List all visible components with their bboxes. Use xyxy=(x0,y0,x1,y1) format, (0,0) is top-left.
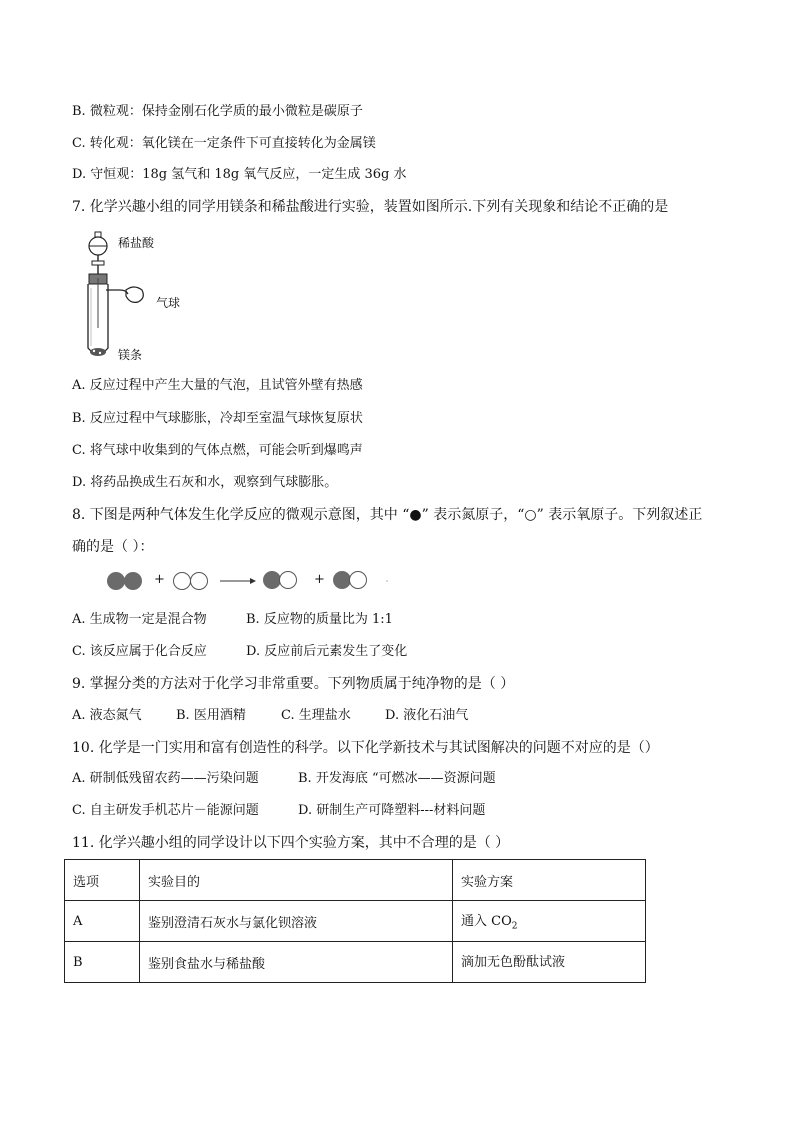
q9-options-row xyxy=(72,707,468,725)
q7-title: 7. 化学兴趣小组的同学用镁条和稀盐酸进行实验，装置如图所示.下列有关现象和结论不正确的是 xyxy=(72,199,669,215)
row-option: A xyxy=(65,901,140,942)
header-option: 选项 xyxy=(65,860,140,901)
header-purpose: 实验目的 xyxy=(140,860,453,901)
q8-title-line1: 8. 下图是两种气体发生化学反应的微观示意图，其中 “●” 表示氮原子，“○” 表示氧原子。下列叙述正 xyxy=(72,507,703,523)
q10-option-b: B. 开发海底 “可燃冰——资源问题 xyxy=(298,771,496,786)
row-purpose: 鉴别澄清石灰水与氯化钡溶液 xyxy=(140,901,453,942)
oxygen-atom-icon xyxy=(191,573,208,590)
q8-option-b: B. 反应物的质量比为 1:1 xyxy=(246,612,393,627)
q8-options-row1 xyxy=(72,611,393,629)
oxygen-atom-icon xyxy=(350,572,367,589)
nitrogen-atom-icon xyxy=(124,572,142,590)
q7-option-c: C. 将气球中收集到的气体点燃，可能会听到爆鸣声 xyxy=(72,443,363,458)
row-purpose: 鉴别食盐水与稀盐酸 xyxy=(140,942,453,983)
table-row xyxy=(65,901,646,942)
q9-option-a: A. 液态氮气 xyxy=(72,708,142,723)
q10-options-row1 xyxy=(72,770,496,788)
q10-option-d: D. 研制生产可降塑料---材料问题 xyxy=(298,803,486,818)
q9-title: 9. 掌握分类的方法对于化学习非常重要。下列物质属于纯净物的是（ ） xyxy=(72,676,515,692)
q11-title: 11. 化学兴趣小组的同学设计以下四个实验方案，其中不合理的是（ ） xyxy=(72,835,510,851)
oxygen-atom-icon xyxy=(174,573,191,590)
row-plan-text: 滴加无色酚酞试液 xyxy=(461,955,566,971)
q8-option-c: C. 该反应属于化合反应 xyxy=(72,644,207,659)
table-header-row xyxy=(65,860,646,901)
q11-experiment-table xyxy=(64,859,646,983)
q9-option-b: B. 医用酒精 xyxy=(176,708,246,723)
q9-option-d: D. 液化石油气 xyxy=(385,708,469,723)
label-dilute-hcl: 稀盐酸 xyxy=(118,236,155,250)
q7-option-b: B. 反应过程中气球膨胀，冷却至室温气球恢复原状 xyxy=(72,411,363,426)
q7-option-a: A. 反应过程中产生大量的气泡，且试管外壁有热感 xyxy=(72,378,363,393)
q8-options-row2 xyxy=(72,643,407,661)
nitrogen-atom-icon xyxy=(107,572,125,590)
table-row xyxy=(65,942,646,983)
row-option: B xyxy=(65,942,140,983)
label-magnesium: 镁条 xyxy=(118,348,143,362)
nitrogen-atom-icon xyxy=(333,571,351,589)
plus-sign-1: + xyxy=(154,572,165,587)
q7-option-d: D. 将药品换成生石灰和水，观察到气球膨胀。 xyxy=(72,475,338,490)
q9-option-c: C. 生理盐水 xyxy=(281,708,351,723)
row-plan-subscript: 2 xyxy=(511,921,518,932)
q6-option-d: D. 守恒观：18g 氢气和 18g 氧气反应，一定生成 36g 水 xyxy=(72,167,407,182)
plus-sign-2: + xyxy=(314,572,325,587)
q6-option-c: C. 转化观：氧化镁在一定条件下可直接转化为金属镁 xyxy=(72,136,376,151)
nitrogen-atom-icon xyxy=(263,571,281,589)
label-balloon: 气球 xyxy=(156,296,181,310)
q10-options-row2 xyxy=(72,802,485,820)
q7-apparatus-figure xyxy=(76,228,216,364)
q8-option-d: D. 反应前后元素发生了变化 xyxy=(246,644,408,659)
q10-title: 10. 化学是一门实用和富有创造性的科学。以下化学新技术与其试图解决的问题不对应的是（） xyxy=(72,740,659,756)
row-plan xyxy=(453,942,646,983)
q8-title-line2: 确的是（ ）： xyxy=(72,539,154,555)
row-plan xyxy=(453,901,646,942)
q8-option-a: A. 生成物一定是混合物 xyxy=(72,612,207,627)
row-plan-text: 通入 CO xyxy=(461,914,512,930)
q8-reaction-figure xyxy=(104,566,394,596)
q10-option-c: C. 自主研发手机芯片－能源问题 xyxy=(72,803,259,818)
q6-option-b: B. 微粒观：保持金刚石化学质的最小微粒是碳原子 xyxy=(72,104,363,119)
header-plan: 实验方案 xyxy=(453,860,646,901)
oxygen-atom-icon xyxy=(280,572,297,589)
q10-option-a: A. 研制低残留农药——污染问题 xyxy=(72,771,259,786)
molecule-reaction-diagram xyxy=(104,566,394,596)
